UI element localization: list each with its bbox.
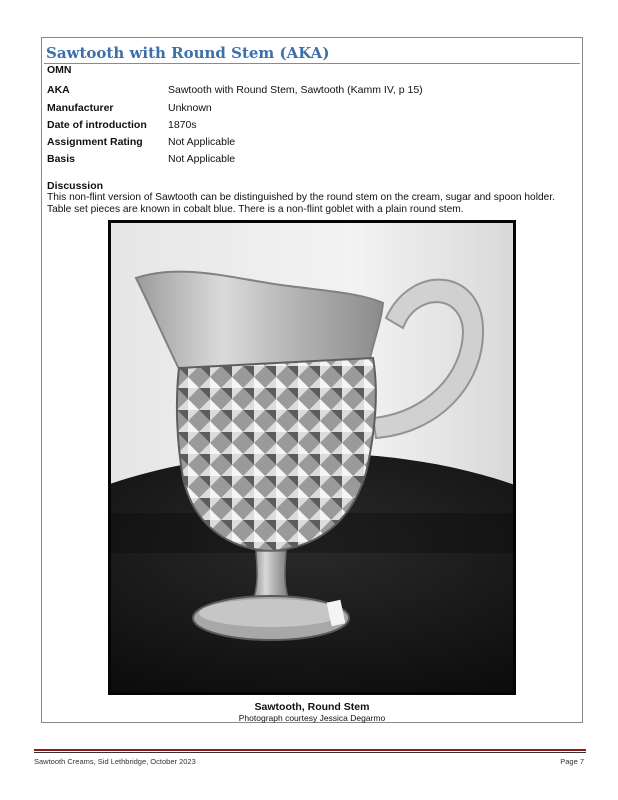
photo-caption: Sawtooth, Round Stem bbox=[254, 701, 370, 713]
field-row-basis bbox=[47, 153, 577, 167]
title-divider bbox=[44, 63, 580, 64]
pitcher-photo bbox=[108, 220, 516, 695]
field-value: Not Applicable bbox=[168, 136, 236, 148]
discussion-heading: Discussion bbox=[47, 180, 104, 192]
footer-page-number: Page 7 bbox=[560, 757, 584, 766]
field-label: Basis bbox=[47, 153, 76, 165]
field-label: AKA bbox=[47, 84, 70, 96]
photo-credit: Photograph courtesy Jessica Degarmo bbox=[238, 713, 386, 723]
field-value: 1870s bbox=[168, 119, 197, 131]
field-label: Assignment Rating bbox=[47, 136, 143, 148]
field-value: Sawtooth with Round Stem, Sawtooth (Kamm IV, p 15) bbox=[168, 84, 423, 96]
discussion-text: This non-flint version of Sawtooth can be distinguished by the round stem on the cream, sugar and spoon holder. Table set pieces are known in cobalt blue. There is a non-flint goblet with a plain round stem. bbox=[47, 192, 555, 215]
footer-divider bbox=[34, 749, 586, 751]
entry-frame bbox=[41, 37, 583, 723]
entry-title: Sawtooth with Round Stem (AKA) bbox=[46, 44, 330, 62]
field-label: Manufacturer bbox=[47, 102, 114, 114]
field-value: Unknown bbox=[168, 102, 212, 114]
field-value: Not Applicable bbox=[168, 153, 236, 165]
field-label: Date of introduction bbox=[47, 119, 147, 131]
field-row-aka bbox=[47, 84, 577, 98]
omn-label: OMN bbox=[47, 64, 72, 76]
pitcher-illustration bbox=[111, 223, 513, 692]
footer-divider-thin bbox=[34, 752, 586, 753]
footer-document-info: Sawtooth Creams, Sid Lethbridge, October 2023 bbox=[34, 757, 196, 766]
field-row-rating bbox=[47, 136, 577, 150]
field-row-manufacturer bbox=[47, 102, 577, 116]
field-row-date bbox=[47, 119, 577, 133]
